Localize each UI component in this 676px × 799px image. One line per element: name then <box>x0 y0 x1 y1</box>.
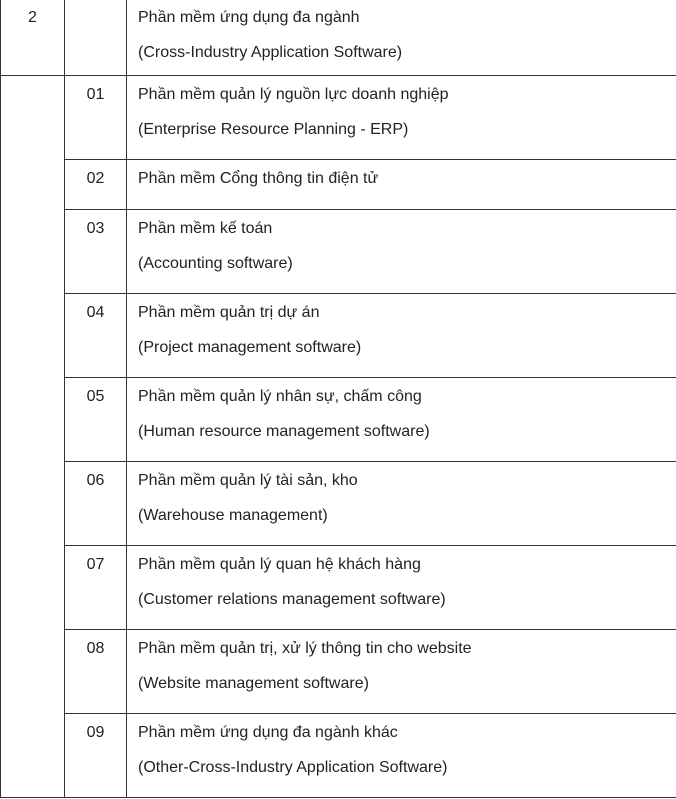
item-name-vi: Phần mềm quản lý quan hệ khách hàng <box>138 556 421 573</box>
table-row <box>1 294 676 378</box>
item-code-cell <box>65 630 127 714</box>
table-row-group-header <box>1 0 676 76</box>
item-name-vi: Phần mềm quản lý nguồn lực doanh nghiệp <box>138 86 449 103</box>
item-name-cell <box>127 210 676 294</box>
table-row <box>1 630 676 714</box>
item-name-cell <box>127 546 676 630</box>
item-name-vi: Phần mềm Cổng thông tin điện tử <box>138 170 379 187</box>
item-name-en: (Accounting software) <box>138 255 293 272</box>
item-code: 04 <box>86 304 105 321</box>
table-row <box>1 160 676 210</box>
group-title-en: (Cross-Industry Application Software) <box>138 44 403 61</box>
item-code: 07 <box>86 556 105 573</box>
group-title-cell <box>127 0 676 76</box>
table-row <box>1 714 676 798</box>
group-number-cell <box>1 0 65 76</box>
item-code: 08 <box>86 640 105 657</box>
table-row <box>1 210 676 294</box>
item-code: 01 <box>86 86 105 103</box>
item-name-en: (Enterprise Resource Planning - ERP) <box>138 121 409 138</box>
item-code-cell <box>65 160 127 210</box>
item-name-en: (Website management software) <box>138 675 369 692</box>
item-name-vi: Phần mềm quản lý nhân sự, chấm công <box>138 388 422 405</box>
item-name-cell <box>127 76 676 160</box>
item-code: 05 <box>86 388 105 405</box>
item-code-cell <box>65 714 127 798</box>
item-code: 06 <box>86 472 105 489</box>
item-name-cell <box>127 378 676 462</box>
item-name-cell <box>127 714 676 798</box>
merged-empty-cell <box>1 76 65 798</box>
group-number: 2 <box>28 9 37 26</box>
item-name-vi: Phần mềm kế toán <box>138 220 273 237</box>
item-code: 03 <box>86 220 105 237</box>
item-code: 02 <box>86 170 105 187</box>
item-code-cell <box>65 378 127 462</box>
item-code: 09 <box>86 724 105 741</box>
item-name-en: (Customer relations management software) <box>138 591 446 608</box>
item-name-cell <box>127 630 676 714</box>
item-name-vi: Phần mềm quản trị, xử lý thông tin cho website <box>138 640 472 657</box>
item-name-en: (Human resource management software) <box>138 423 430 440</box>
empty-code-cell <box>65 0 127 76</box>
group-title-vi: Phần mềm ứng dụng đa ngành <box>138 9 360 26</box>
item-code-cell <box>65 546 127 630</box>
item-code-cell <box>65 210 127 294</box>
item-name-cell <box>127 160 676 210</box>
item-name-vi: Phần mềm ứng dụng đa ngành khác <box>138 724 398 741</box>
item-code-cell <box>65 76 127 160</box>
table-row <box>1 76 676 160</box>
table-row <box>1 462 676 546</box>
item-code-cell <box>65 294 127 378</box>
item-name-vi: Phần mềm quản lý tài sản, kho <box>138 472 358 489</box>
item-code-cell <box>65 462 127 546</box>
item-name-cell <box>127 462 676 546</box>
item-name-en: (Warehouse management) <box>138 507 328 524</box>
table-row <box>1 546 676 630</box>
item-name-en: (Other-Cross-Industry Application Software) <box>138 759 448 776</box>
table-row <box>1 378 676 462</box>
item-name-cell <box>127 294 676 378</box>
item-name-en: (Project management software) <box>138 339 362 356</box>
item-name-vi: Phần mềm quản trị dự án <box>138 304 320 321</box>
